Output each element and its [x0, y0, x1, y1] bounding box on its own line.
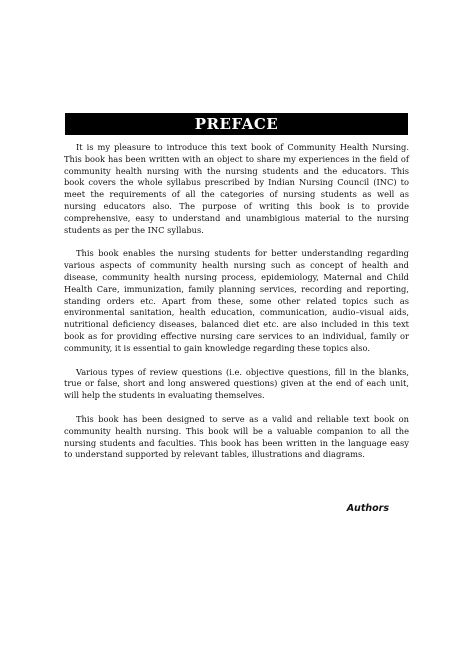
- signature-authors: Authors: [346, 503, 389, 514]
- paragraph-1: It is my pleasure to introduce this text book of Community Health Nursing. This book has been written with an object to share my experiences in the field of community health nursing with the nursing students and the educators. This book covers the whole syllabus prescribed by Indian Nursing Council (INC) to meet the requirements of all the categories of nursing students as well as nursing educators also. The purpose of writing this book is to provide comprehensive, easy to understand and unambigious material to the nursing students as per the INC syllabus.: [64, 142, 409, 235]
- page-title: PREFACE: [194, 115, 279, 133]
- paragraph-2: This book enables the nursing students for better understanding regarding various aspects of community health nursing such as concept of health and disease, community health nursing process, epidemiology, Maternal and Child Health Care, immunization, family planning services, recording and reporting, standing orders etc. Apart from these, some other related topics such as environmental sanitation, health education, communication, audio–visual aids, nutritional deficiency diseases, balanced diet etc. are also included in this text book as for providing effective nursing care services to an individual, family or community, it is essential to gain knowledge regarding these topics also.: [64, 248, 409, 353]
- paragraph-3: Various types of review questions (i.e. objective questions, fill in the blanks, true or false, short and long answered questions) given at the end of each unit, will help the students in evaluating themselves.: [64, 366, 409, 401]
- heading-bar: [65, 113, 408, 135]
- paragraph-4: This book has been designed to serve as a valid and reliable text book on community health nursing. This book will be a valuable companion to all the nursing students and faculties. This book has been written in the language easy to understand supported by relevant tables, illustrations and diagrams.: [64, 413, 409, 460]
- preface-body: [64, 142, 409, 473]
